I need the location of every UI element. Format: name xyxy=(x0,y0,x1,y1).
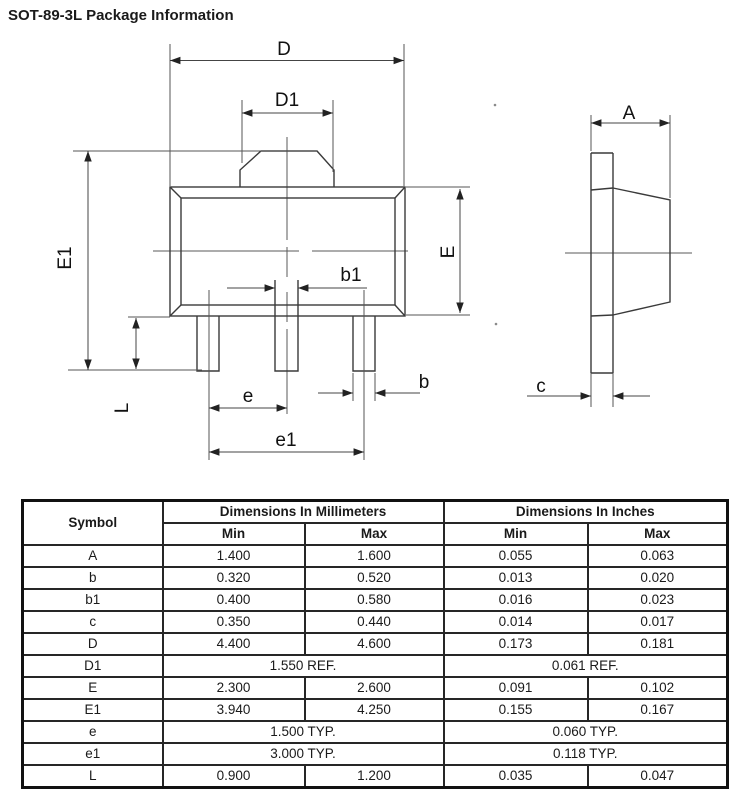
dim-b xyxy=(318,372,429,393)
cell-symbol: e1 xyxy=(23,743,163,765)
cell-mm-max: 0.440 xyxy=(305,611,444,633)
cell-mm-min: 0.400 xyxy=(163,589,305,611)
cell-symbol: D xyxy=(23,633,163,655)
cell-in-max: 0.047 xyxy=(588,765,728,788)
dim-L xyxy=(112,318,136,413)
cell-mm-max: 0.520 xyxy=(305,567,444,589)
cell-in-min: 0.173 xyxy=(444,633,588,655)
table-row-E1 xyxy=(23,699,728,721)
cell-in-max: 0.023 xyxy=(588,589,728,611)
dim-label-e: e xyxy=(242,386,254,407)
leads xyxy=(197,280,375,371)
cell-mm-max: 2.600 xyxy=(305,677,444,699)
cell-in-max: 0.020 xyxy=(588,567,728,589)
dim-D xyxy=(170,39,404,61)
header-in-min: Min xyxy=(444,523,588,545)
cell-in-max: 0.181 xyxy=(588,633,728,655)
header-mm-max: Max xyxy=(305,523,444,545)
table-row-b1 xyxy=(23,589,728,611)
cell-symbol: L xyxy=(23,765,163,788)
cell-in-max: 0.063 xyxy=(588,545,728,567)
cell-in-max: 0.017 xyxy=(588,611,728,633)
cell-symbol: E xyxy=(23,677,163,699)
cell-symbol: A xyxy=(23,545,163,567)
cell-in-min: 0.016 xyxy=(444,589,588,611)
cell-mm-min: 1.400 xyxy=(163,545,305,567)
cell-mm-max: 4.250 xyxy=(305,699,444,721)
cell-mm-max: 4.600 xyxy=(305,633,444,655)
header-mm-min: Min xyxy=(163,523,305,545)
cell-mm-max: 1.600 xyxy=(305,545,444,567)
cell-mm-min: 4.400 xyxy=(163,633,305,655)
cell-in-min: 0.055 xyxy=(444,545,588,567)
cell-symbol: E1 xyxy=(23,699,163,721)
table-row-A xyxy=(23,545,728,567)
dim-c xyxy=(527,376,650,397)
table-row-D xyxy=(23,633,728,655)
cell-mm-span: 1.500 TYP. xyxy=(163,721,444,743)
table-row-b xyxy=(23,567,728,589)
cell-mm-min: 3.940 xyxy=(163,699,305,721)
table-row-e xyxy=(23,721,728,743)
table-row-c xyxy=(23,611,728,633)
table-row-e1 xyxy=(23,743,728,765)
table-row-D1 xyxy=(23,655,728,677)
dim-D1 xyxy=(242,90,333,113)
cell-in-min: 0.014 xyxy=(444,611,588,633)
dim-label-E: E xyxy=(438,245,459,259)
cell-mm-min: 0.900 xyxy=(163,765,305,788)
cell-in-span: 0.118 TYP. xyxy=(444,743,728,765)
header-symbol: Symbol xyxy=(23,501,163,546)
cell-mm-max: 0.580 xyxy=(305,589,444,611)
cell-in-min: 0.013 xyxy=(444,567,588,589)
dim-label-b1: b1 xyxy=(340,265,362,286)
dim-E1 xyxy=(55,151,88,370)
table-row-L xyxy=(23,765,728,788)
cell-mm-span: 3.000 TYP. xyxy=(163,743,444,765)
cell-mm-min: 0.350 xyxy=(163,611,305,633)
cell-in-min: 0.035 xyxy=(444,765,588,788)
page-title: SOT-89-3L Package Information xyxy=(8,7,234,24)
cell-in-min: 0.155 xyxy=(444,699,588,721)
cell-symbol: b1 xyxy=(23,589,163,611)
table-header-groups xyxy=(23,501,728,524)
cell-in-span: 0.060 TYP. xyxy=(444,721,728,743)
top-view xyxy=(55,39,470,460)
dim-label-c: c xyxy=(536,376,546,397)
table-row-E xyxy=(23,677,728,699)
header-group-mm: Dimensions In Millimeters xyxy=(163,501,444,524)
cell-in-min: 0.091 xyxy=(444,677,588,699)
cell-mm-span: 1.550 REF. xyxy=(163,655,444,677)
cell-symbol: D1 xyxy=(23,655,163,677)
dim-label-A: A xyxy=(622,103,636,124)
side-extension-lines xyxy=(591,115,670,407)
dim-label-e1: e1 xyxy=(275,430,297,451)
cell-in-max: 0.167 xyxy=(588,699,728,721)
lead-1 xyxy=(197,316,219,371)
cell-in-span: 0.061 REF. xyxy=(444,655,728,677)
dim-label-L: L xyxy=(112,402,133,414)
cell-in-max: 0.102 xyxy=(588,677,728,699)
cell-symbol: e xyxy=(23,721,163,743)
dim-label-E1: E1 xyxy=(55,246,76,270)
cell-mm-min: 2.300 xyxy=(163,677,305,699)
dim-e xyxy=(209,386,287,408)
dimensions-table xyxy=(21,499,729,789)
dim-e1 xyxy=(209,430,364,452)
side-view xyxy=(494,103,692,407)
scan-artifacts xyxy=(494,104,498,326)
dim-label-b: b xyxy=(418,372,430,393)
side-body-outline xyxy=(591,153,670,373)
header-group-in: Dimensions In Inches xyxy=(444,501,728,524)
dim-A xyxy=(591,103,670,124)
cell-mm-min: 0.320 xyxy=(163,567,305,589)
centerlines xyxy=(153,137,408,414)
dim-label-D: D xyxy=(277,39,291,60)
dim-label-D1: D1 xyxy=(274,90,300,111)
header-in-max: Max xyxy=(588,523,728,545)
dim-b1 xyxy=(227,265,367,288)
cell-mm-max: 1.200 xyxy=(305,765,444,788)
cell-symbol: c xyxy=(23,611,163,633)
cell-symbol: b xyxy=(23,567,163,589)
dim-E xyxy=(438,189,460,313)
extension-lines xyxy=(68,44,470,460)
